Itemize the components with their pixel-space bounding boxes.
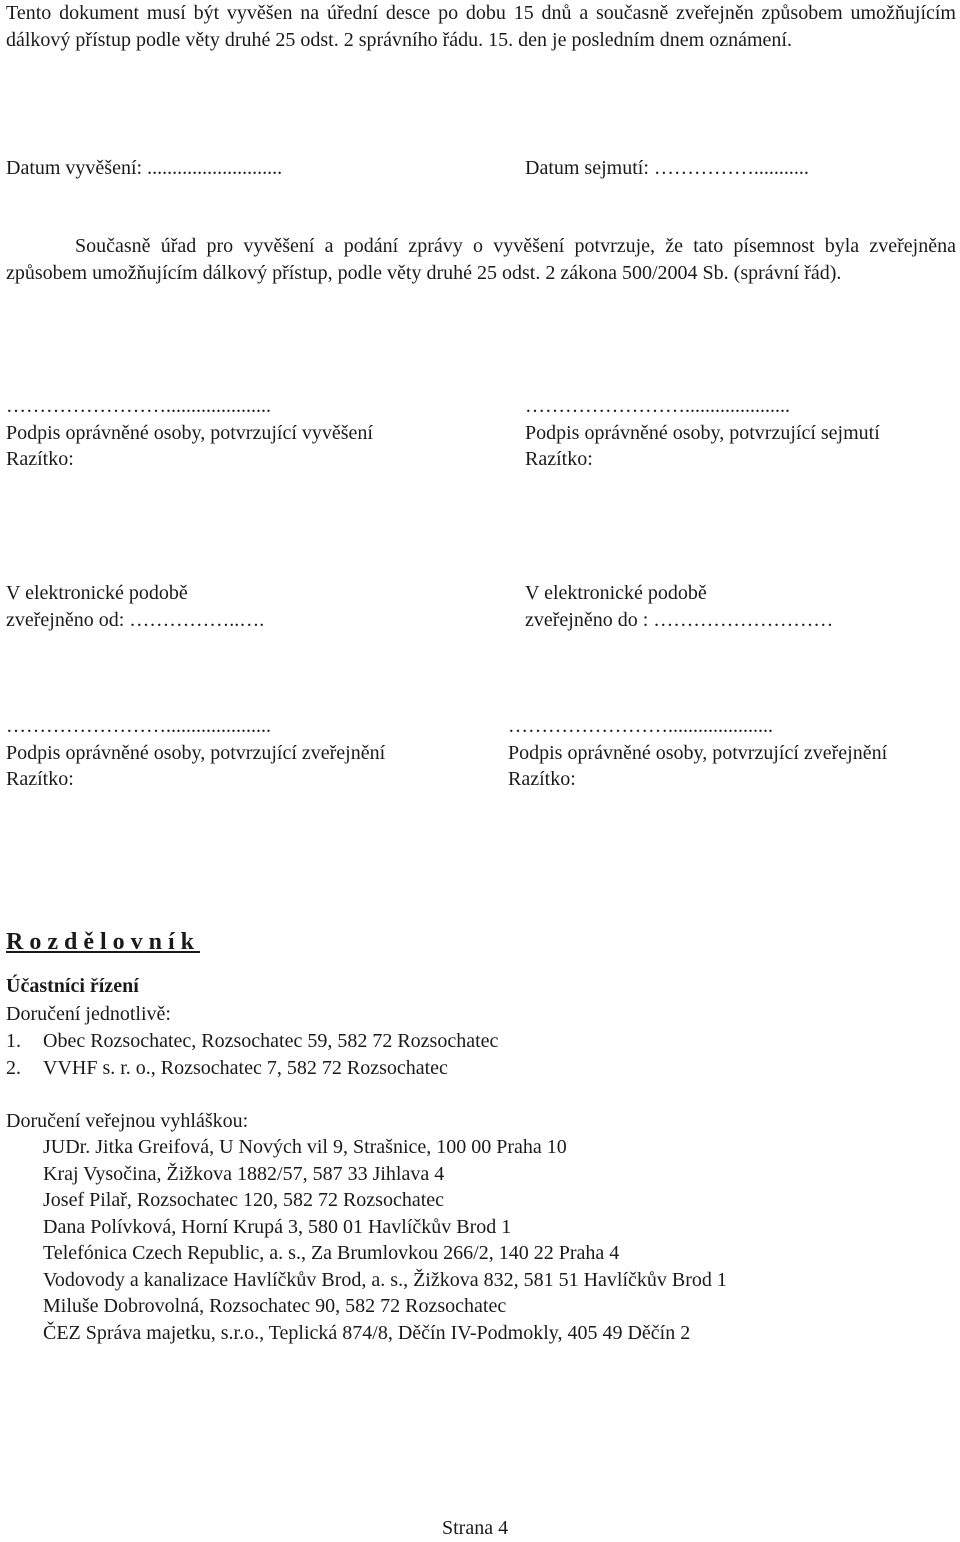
individual-delivery-list <box>6 1028 499 1081</box>
public-delivery-list <box>43 1134 727 1346</box>
publishing-to-signature-block <box>508 713 948 793</box>
list-item-text: VVHF s. r. o., Rozsochatec 7, 582 72 Rozsochatec <box>43 1056 448 1079</box>
list-item <box>6 1055 498 1082</box>
individual-delivery-heading: Doručení jednotlivě: <box>6 1003 171 1025</box>
list-item: Kraj Vysočina, Žižkova 1882/57, 587 33 Jihlava 4 <box>43 1162 445 1185</box>
stamp-label: Razítko: <box>6 768 74 790</box>
signature-dots: ……………………..................... <box>525 395 790 417</box>
removal-date: Datum sejmutí: ……………........... <box>525 157 809 179</box>
removal-signature-block <box>525 393 960 473</box>
list-number: 2. <box>6 1056 21 1079</box>
confirmation-statement: Současně úřad pro vyvěšení a podání zprávy o vyvěšení potvrzuje, že tato písemnost byla zveřejněna způsobem umožňujícím dálkový přístup, podle věty druhé 25 odst. 2 zákona 500/2004 Sb. (správní řád). <box>6 235 956 284</box>
list-item: Miluše Dobrovolná, Rozsochatec 90, 582 72 Rozsochatec <box>43 1295 507 1317</box>
list-item <box>6 1028 499 1055</box>
published-from: zveřejněno od: ……………..…. <box>6 608 265 631</box>
public-delivery-heading: Doručení veřejnou vyhláškou: <box>6 1110 249 1132</box>
list-item: Josef Pilař, Rozsochatec 120, 582 72 Rozsochatec <box>43 1189 445 1211</box>
signature-dots: ……………………..................... <box>508 715 773 737</box>
list-number: 1. <box>6 1030 21 1052</box>
distribution-title: R o z d ě l o v n í k <box>6 929 201 955</box>
posting-date: Datum vyvěšení: ........................... <box>6 157 283 179</box>
page-number: Strana 4 <box>442 1517 509 1539</box>
list-item: Dana Polívková, Horní Krupá 3, 580 01 Havlíčkův Brod 1 <box>43 1215 512 1238</box>
intro-paragraph: Tento dokument musí být vyvěšen na úřední desce po dobu 15 dnů a současně zveřejněn způsobem umožňujícím dálkový přístup podle věty druhé 25 odst. 2 správního řádu. 15. den je posledním dnem oznámení. <box>6 2 956 51</box>
stamp-label: Razítko: <box>525 448 593 470</box>
stamp-label: Razítko: <box>508 768 576 790</box>
electronic-from-block <box>6 580 446 633</box>
signature-label: Podpis oprávněné osoby, potvrzující sejmutí <box>525 421 880 444</box>
list-item: Telefónica Czech Republic, a. s., Za Brumlovkou 266/2, 140 22 Praha 4 <box>43 1242 620 1264</box>
electronic-to-block <box>525 580 960 633</box>
list-item: ČEZ Správa majetku, s.r.o., Teplická 874/8, Děčín IV-Podmokly, 405 49 Děčín 2 <box>43 1321 691 1344</box>
stamp-label: Razítko: <box>6 448 74 470</box>
list-item: Vodovody a kanalizace Havlíčkův Brod, a. s., Žižkova 832, 581 51 Havlíčkův Brod 1 <box>43 1268 727 1291</box>
signature-label: Podpis oprávněné osoby, potvrzující zveřejnění <box>6 741 386 764</box>
signature-label: Podpis oprávněné osoby, potvrzující zveřejnění <box>508 741 888 764</box>
electronic-label: V elektronické podobě <box>525 582 707 604</box>
posting-signature-block <box>6 393 446 473</box>
publishing-from-signature-block <box>6 713 446 793</box>
signature-label: Podpis oprávněné osoby, potvrzující vyvěšení <box>6 421 373 444</box>
signature-dots: ……………………..................... <box>6 395 271 417</box>
electronic-label: V elektronické podobě <box>6 582 188 604</box>
published-to: zveřejněno do : ……………………… <box>525 608 834 631</box>
participants-heading: Účastníci řízení <box>6 975 139 997</box>
list-item-text: Obec Rozsochatec, Rozsochatec 59, 582 72 Rozsochatec <box>43 1030 499 1052</box>
list-item: JUDr. Jitka Greifová, U Nových vil 9, Strašnice, 100 00 Praha 10 <box>43 1136 567 1158</box>
signature-dots: ……………………..................... <box>6 715 271 737</box>
